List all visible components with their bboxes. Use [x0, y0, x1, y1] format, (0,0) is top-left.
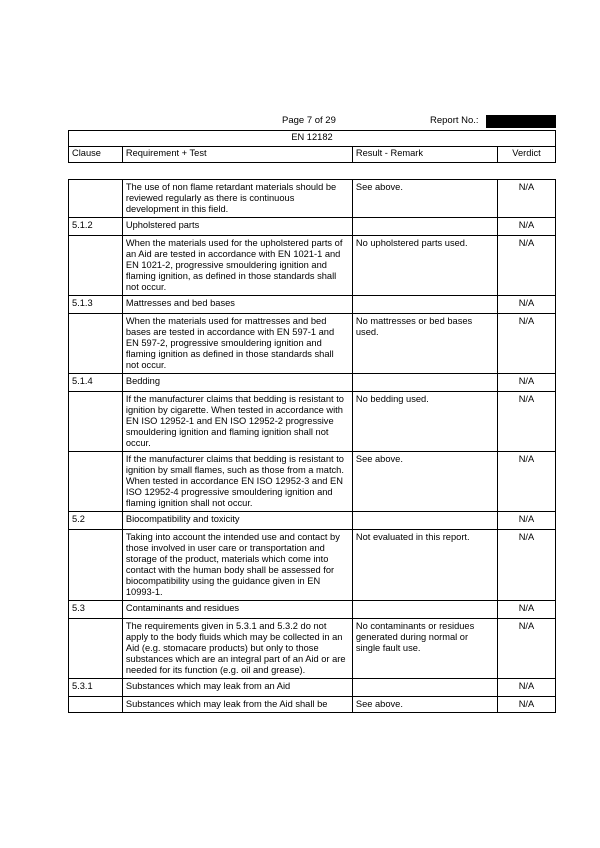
clause-cell — [69, 236, 123, 296]
result-cell: No bedding used. — [352, 392, 497, 452]
page-header — [68, 115, 556, 129]
requirement-cell: Biocompatibility and toxicity — [122, 512, 352, 530]
clause-cell — [69, 180, 123, 218]
clause-cell — [69, 392, 123, 452]
table-row — [69, 392, 556, 452]
clause-cell: 5.1.4 — [69, 374, 123, 392]
clause-cell: 5.1.3 — [69, 296, 123, 314]
requirement-cell: When the materials used for mattresses and bed bases are tested in accordance with EN 597-1 and EN 597-2, progressive smouldering ignition and flaming ignition as defined in those standards shall not occur. — [122, 314, 352, 374]
result-cell — [352, 512, 497, 530]
requirement-cell: Taking into account the intended use and contact by those involved in user care or transportation and storage of the product, materials which come into contact with the human body shall be assessed for biocompatibility using the guidance given in EN 10993-1. — [122, 530, 352, 601]
clause-cell: 5.1.2 — [69, 218, 123, 236]
verdict-cell: N/A — [497, 530, 555, 601]
verdict-cell: N/A — [497, 512, 555, 530]
verdict-cell: N/A — [497, 218, 555, 236]
clause-cell — [69, 697, 123, 713]
clause-cell — [69, 314, 123, 374]
requirement-cell: If the manufacturer claims that bedding is resistant to ignition by cigarette. When tested in accordance with EN ISO 12952-1 and EN ISO 12952-2 progressive smouldering ignition and flaming ignition shall not occur. — [122, 392, 352, 452]
requirement-cell: Bedding — [122, 374, 352, 392]
result-cell: See above. — [352, 180, 497, 218]
report-number-label: Report No.: — [430, 115, 479, 126]
clause-cell: 5.2 — [69, 512, 123, 530]
table-row — [69, 296, 556, 314]
table-row — [69, 679, 556, 697]
table-row — [69, 180, 556, 218]
column-header-requirement: Requirement + Test — [122, 147, 352, 163]
requirement-cell: Contaminants and residues — [122, 601, 352, 619]
table-row — [69, 601, 556, 619]
column-header-verdict: Verdict — [497, 147, 555, 163]
verdict-cell: N/A — [497, 679, 555, 697]
table-row — [69, 452, 556, 512]
verdict-cell: N/A — [497, 452, 555, 512]
verdict-cell: N/A — [497, 296, 555, 314]
result-cell — [352, 218, 497, 236]
verdict-cell: N/A — [497, 392, 555, 452]
result-cell: See above. — [352, 697, 497, 713]
table-row — [69, 374, 556, 392]
column-header-result: Result - Remark — [352, 147, 497, 163]
table-row — [69, 236, 556, 296]
requirement-cell: Mattresses and bed bases — [122, 296, 352, 314]
clause-cell — [69, 530, 123, 601]
column-header-clause: Clause — [69, 147, 123, 163]
table-row — [69, 697, 556, 713]
requirement-cell: The use of non flame retardant materials should be reviewed regularly as there is continuous development in this field. — [122, 180, 352, 218]
table-row — [69, 619, 556, 679]
clause-cell — [69, 619, 123, 679]
verdict-cell: N/A — [497, 314, 555, 374]
table-row — [69, 314, 556, 374]
table-row — [69, 530, 556, 601]
header-table — [68, 130, 556, 163]
verdict-cell: N/A — [497, 180, 555, 218]
redacted-report-number — [486, 115, 556, 128]
page-number: Page 7 of 29 — [282, 115, 336, 126]
verdict-cell: N/A — [497, 236, 555, 296]
result-cell: Not evaluated in this report. — [352, 530, 497, 601]
requirement-cell: Upholstered parts — [122, 218, 352, 236]
requirement-cell: If the manufacturer claims that bedding is resistant to ignition by small flames, such as those from a match. When tested in accordance EN ISO 12952-3 and EN ISO 12952-4 progressive smouldering ignition and flaming ignition shall not occur. — [122, 452, 352, 512]
table-row — [69, 218, 556, 236]
standard-title: EN 12182 — [69, 131, 556, 147]
requirement-cell: The requirements given in 5.3.1 and 5.3.2 do not apply to the body fluids which may be collected in an Aid (e.g. stomacare products) but only to those substances which are an integral part of an Aid or are needed for its function (e.g. oil and grease). — [122, 619, 352, 679]
clause-cell: 5.3 — [69, 601, 123, 619]
verdict-cell: N/A — [497, 697, 555, 713]
result-cell — [352, 601, 497, 619]
result-cell: No upholstered parts used. — [352, 236, 497, 296]
result-cell — [352, 374, 497, 392]
result-cell — [352, 679, 497, 697]
requirement-cell: When the materials used for the upholstered parts of an Aid are tested in accordance with EN 1021-1 and EN 1021-2, progressive smouldering ignition and flaming ignition, as defined in those standards shall not occur. — [122, 236, 352, 296]
table-row — [69, 512, 556, 530]
verdict-cell: N/A — [497, 619, 555, 679]
result-cell: No mattresses or bed bases used. — [352, 314, 497, 374]
verdict-cell: N/A — [497, 374, 555, 392]
result-cell — [352, 296, 497, 314]
requirements-table — [68, 179, 556, 713]
clause-cell: 5.3.1 — [69, 679, 123, 697]
clause-cell — [69, 452, 123, 512]
result-cell: See above. — [352, 452, 497, 512]
result-cell: No contaminants or residues generated during normal or single fault use. — [352, 619, 497, 679]
verdict-cell: N/A — [497, 601, 555, 619]
requirement-cell: Substances which may leak from an Aid — [122, 679, 352, 697]
requirement-cell: Substances which may leak from the Aid shall be — [122, 697, 352, 713]
